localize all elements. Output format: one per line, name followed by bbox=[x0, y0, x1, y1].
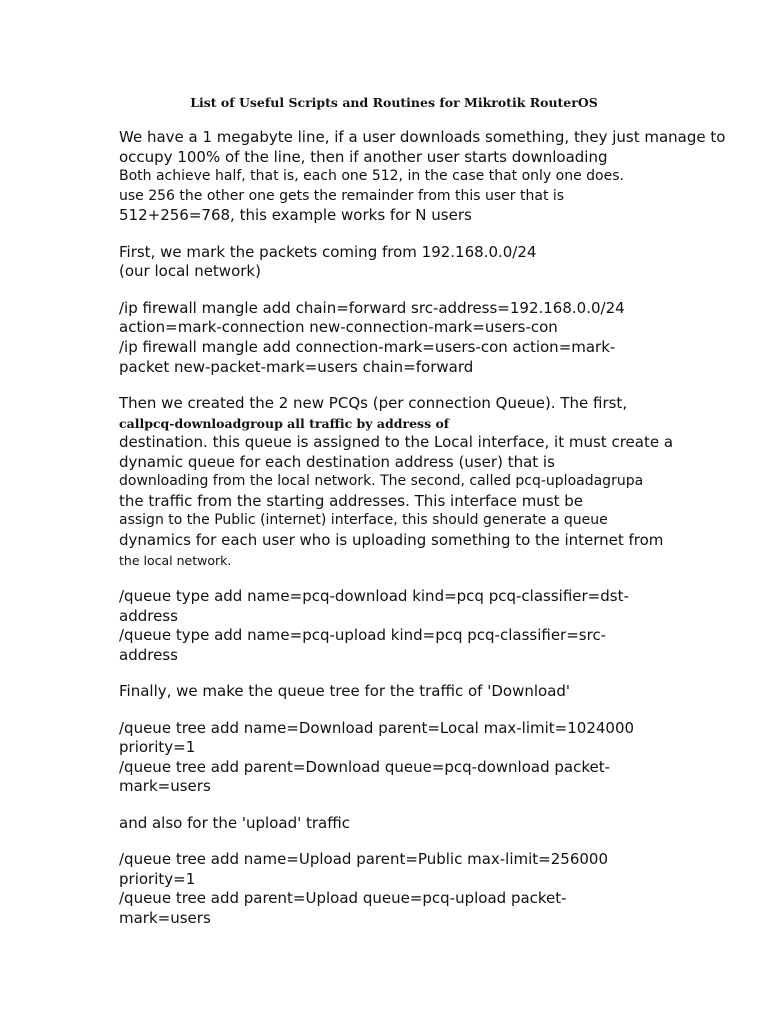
text-line: priority=1 bbox=[119, 738, 196, 757]
paragraph-pcq-description bbox=[119, 394, 759, 570]
paragraph-mangle-commands bbox=[119, 299, 759, 377]
text-line: /queue tree add parent=Download queue=pcq-download packet- bbox=[119, 757, 611, 776]
text-line: destination. this queue is assigned to the Local interface, it must create a bbox=[119, 433, 674, 452]
paragraph-gap bbox=[119, 833, 759, 850]
text-line: downloading from the local network. The second, called pcq-uploadagrupa bbox=[119, 473, 644, 490]
paragraph-upload-intro bbox=[119, 814, 759, 834]
paragraph-download-intro bbox=[119, 682, 759, 702]
paragraph-gap bbox=[119, 797, 759, 814]
text-line: and also for the 'upload' traffic bbox=[119, 813, 350, 832]
document-body bbox=[119, 128, 759, 929]
paragraph-gap bbox=[119, 665, 759, 682]
paragraph-download-queue-tree bbox=[119, 719, 759, 797]
text-line: dynamics for each user who is uploading something to the internet from bbox=[119, 531, 664, 550]
text-line: /queue tree add name=Download parent=Local max-limit=1024000 bbox=[119, 718, 635, 737]
text-line: action=mark-connection new-connection-mark=users-con bbox=[119, 318, 558, 337]
text-line: assign to the Public (internet) interface, this should generate a queue bbox=[119, 512, 608, 529]
paragraph-mark-packets bbox=[119, 243, 759, 282]
text-line: /queue type add name=pcq-download kind=pcq pcq-classifier=dst- bbox=[119, 587, 629, 606]
paragraph-gap bbox=[119, 570, 759, 587]
text-line: the local network. bbox=[119, 552, 232, 568]
paragraph-gap bbox=[119, 377, 759, 394]
text-line: packet new-packet-mark=users chain=forward bbox=[119, 357, 474, 376]
paragraph-gap bbox=[119, 282, 759, 299]
text-line: address bbox=[119, 606, 178, 625]
text-line: Finally, we make the queue tree for the traffic of 'Download' bbox=[119, 682, 571, 701]
text-line: Then we created the 2 new PCQs (per connection Queue). The first, bbox=[119, 393, 628, 412]
text-line: We have a 1 megabyte line, if a user downloads something, they just manage to bbox=[119, 128, 726, 146]
text-line: mark=users bbox=[119, 777, 211, 796]
text-line: mark=users bbox=[119, 908, 211, 927]
paragraph-gap bbox=[119, 702, 759, 719]
text-line: callpcq-downloadgroup all traffic by address of bbox=[119, 415, 450, 431]
document-title: List of Useful Scripts and Routines for Mikrotik RouterOS bbox=[190, 95, 598, 110]
text-line: dynamic queue for each destination address (user) that is bbox=[119, 452, 555, 471]
text-line: /queue tree add parent=Upload queue=pcq-upload packet- bbox=[119, 889, 567, 908]
text-line: /ip firewall mangle add connection-mark=users-con action=mark- bbox=[119, 337, 616, 356]
paragraph-intro bbox=[119, 128, 759, 226]
text-line: First, we mark the packets coming from 192.168.0.0/24 bbox=[119, 242, 537, 261]
text-line: /queue type add name=pcq-upload kind=pcq pcq-classifier=src- bbox=[119, 626, 607, 645]
text-line: the traffic from the starting addresses. This interface must be bbox=[119, 491, 584, 510]
text-line: priority=1 bbox=[119, 869, 196, 888]
text-line: /queue tree add name=Upload parent=Public max-limit=256000 bbox=[119, 850, 609, 869]
text-line: occupy 100% of the line, then if another user starts downloading bbox=[119, 147, 608, 166]
paragraph-upload-queue-tree bbox=[119, 850, 759, 928]
text-line: use 256 the other one gets the remainder from this user that is bbox=[119, 187, 565, 204]
text-line: Both achieve half, that is, each one 512, in the case that only one does. bbox=[119, 168, 624, 185]
text-line: address bbox=[119, 645, 178, 664]
paragraph-queue-type-commands bbox=[119, 587, 759, 665]
text-line: (our local network) bbox=[119, 262, 261, 281]
text-line: /ip firewall mangle add chain=forward src-address=192.168.0.0/24 bbox=[119, 298, 625, 317]
paragraph-gap bbox=[119, 226, 759, 243]
text-line: 512+256=768, this example works for N users bbox=[119, 206, 472, 225]
